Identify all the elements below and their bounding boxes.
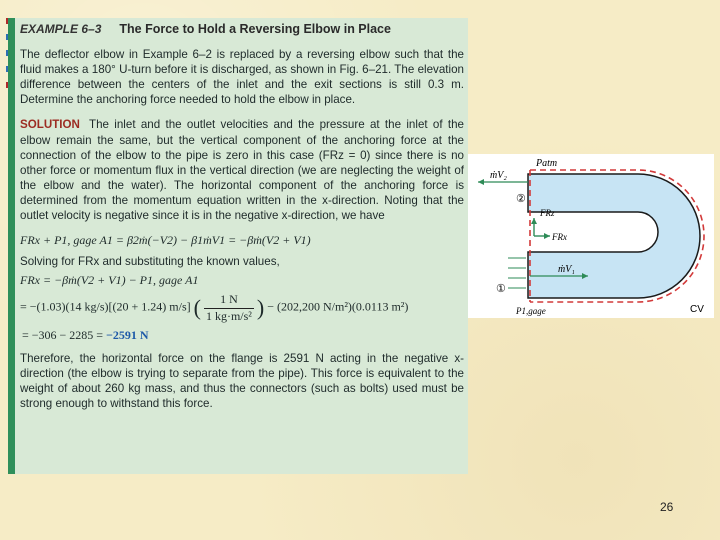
example-header xyxy=(20,22,464,37)
solving-text: Solving for FRx and substituting the known values, xyxy=(20,255,280,269)
patm-label: Patm xyxy=(536,158,558,169)
solution-paragraph xyxy=(20,117,464,223)
conclusion-paragraph: Therefore, the horizontal force on the flange is 2591 N acting in the negative x-direction (the elbow is trying to separate from the pipe). This force is equivalent to the weight of about 260 kg mass, and thus the connectors (such as bolts) used must be strong enough to withstand this force. xyxy=(20,351,464,410)
frz-label: FRz xyxy=(540,208,555,218)
substitution-left: = −(1.03)(14 kg/s)[(20 + 1.24) m/s] xyxy=(20,299,191,314)
mv1-label: ṁV₁ xyxy=(558,264,575,275)
frx-label: FRx xyxy=(552,232,567,242)
substitution-right: − (202,200 N/m²)(0.0113 m²) xyxy=(267,299,409,314)
page-number: 26 xyxy=(660,500,674,514)
solution-label: SOLUTION xyxy=(20,118,80,132)
section-1-label: ① xyxy=(496,283,506,295)
result-prefix: = −306 − 2285 = xyxy=(22,327,104,342)
example-content xyxy=(20,22,464,421)
paren-open: ( xyxy=(193,295,201,321)
example-label: EXAMPLE 6–3 xyxy=(20,22,102,36)
elbow-diagram xyxy=(468,154,714,318)
cv-label: CV xyxy=(690,304,704,315)
substitution-line xyxy=(20,292,464,323)
example-title: The Force to Hold a Reversing Elbow in Place xyxy=(119,22,391,36)
result-value: −2591 N xyxy=(106,327,149,342)
page-stripe xyxy=(8,18,15,474)
frx-arrowhead xyxy=(544,233,550,239)
frz-arrowhead xyxy=(531,218,537,224)
section-2-label: ② xyxy=(516,193,526,205)
textbook-page xyxy=(8,18,468,474)
momentum-equation: FRx + P1, gage A1 = β2ṁ(−V2) − β1ṁV1 = −βṁ(V2 + V1) xyxy=(20,233,311,248)
paren-close: ) xyxy=(256,295,265,321)
force-equation: FRx = −βṁ(V2 + V1) − P1, gage A1 xyxy=(20,273,199,288)
reversing-elbow-figure xyxy=(468,154,714,318)
fraction-denominator: 1 kg·m/s² xyxy=(205,308,252,323)
fraction-numerator: 1 N xyxy=(204,292,254,308)
problem-statement: The deflector elbow in Example 6–2 is replaced by a reversing elbow such that the fluid makes a 180° U-turn before it is discharged, as shown in Fig. 6–21. The elevation difference between the centers of the inlet and the exit sections is still 0.3 m. Determine the anchoring force needed to hold the elbow in place. xyxy=(20,48,464,107)
p1gage-label: P1,gage xyxy=(516,306,546,316)
unit-fraction xyxy=(204,292,254,323)
solution-text: The inlet and the outlet velocities and the pressure at the inlet of the elbow remain the same, but the vertical component of the anchoring force at the connection of the elbow to the pipe is zero in this case (FRz = 0) since there is no other force or momentum flux in the vertical direction (we are neglecting the weight of the elbow and the water). The horizontal component of the anchoring force is determined from the momentum equation written in the x-direction. Noting that the outlet velocity is negative since it is in the negative x-direction, we have xyxy=(20,118,464,223)
mv2-label: ṁV₂ xyxy=(490,170,507,181)
outlet-arrowhead xyxy=(478,179,484,185)
result-line xyxy=(22,328,464,343)
